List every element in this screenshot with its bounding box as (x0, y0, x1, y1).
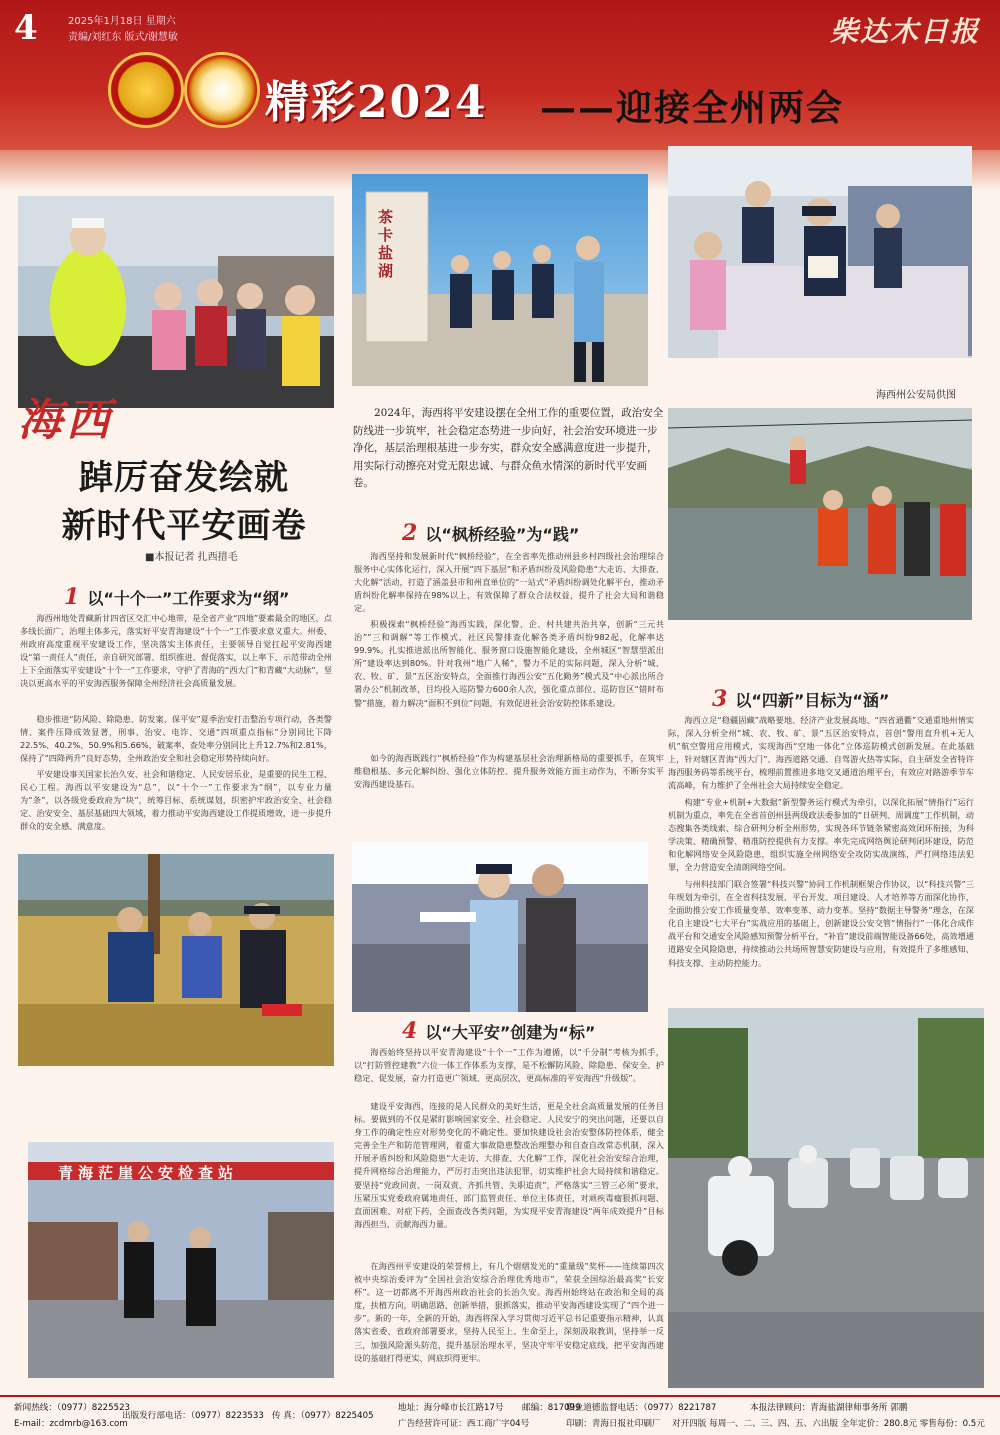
photo-river-rescue (668, 408, 972, 620)
section-2-para-1: 海西坚持和发展新时代“枫桥经验”，在全省率先推动州县乡村四级社会治理综合服务中心实体化运行，深入开展“四下基层”和矛盾纠纷及风险隐患“大走访、大排查、大化解”活动，打造了涵盖县市和州直单位的“一站式”矛盾纠纷调处化解平台，推动矛盾纠纷化解率保持在98%以上，有效保障了群众合法权益，提升了社会大局和谐稳定。 (354, 551, 664, 614)
editor-credit: 责编/刘红东 版式/谢慧敏 (68, 32, 178, 43)
national-emblem-icon (108, 52, 184, 128)
footer-fax: 传 真：（0977）8225405 (272, 1411, 374, 1421)
newspaper-name: 柴达木日报 (829, 15, 980, 48)
section-3-para-2: 构建“专业+机制+大数据”新型警务运行模式为牵引，以深化拓展“情指行”运行机制为重点，率先在全省首创州县两级政法委参加的“日研判、周调度”工作机制，动态搜集各类线索、综合研判分析全州形势，实现各环节链条紧密高效闭环衔接，为科学决策、精确预警、精准防控提供有力支撑。率先完成网络舆论研判闭环建设，防范和化解网络安全风险隐患，组织实施全州网络安全攻防实战演练，严打网络违法犯罪，全力营造安全清朗网络空间。 (668, 797, 974, 873)
section-title: 以“大平安”创建为“标” (425, 1023, 596, 1042)
section-number: 3 (712, 686, 728, 712)
section-4-para-1: 海西始终坚持以平安青海建设“十个一”工作为遵循，以“千分制”考核为抓手，以“打防管控建教”六位一体工作体系为支撑，是不松懈防风险、除隐患、保安全、护稳定、促发展，奋力打造更广领域、更高层次、更高标准的平安海西“升级版”。 (354, 1047, 664, 1084)
section-2-para-3: 如今的海西既践行“枫桥经验”作为构建基层社会治理新格局的重要抓手，在筑牢维稳根基、多元化解纠纷、强化立体防控、提升服务效能方面主动作为，不断夯实平安海西建设基石。 (354, 753, 664, 790)
section-1-heading (64, 584, 289, 610)
checkpoint-sign-text: 青海茫崖公安检查站 (58, 1164, 239, 1182)
section-4-heading (402, 1018, 595, 1044)
footer-email: E-mail：zcdmrb@163.com (14, 1419, 128, 1429)
photo-credit: 海西州公安局供图 (876, 390, 956, 401)
headline-line1: 踔厉奋发绘就 (79, 458, 289, 498)
footer-address: 地址：海分峰市长江路17号 (398, 1403, 504, 1413)
photo-herders-meadow (18, 854, 334, 1066)
footer-license: 广告经营许可证：西工商广字04号 (398, 1419, 530, 1429)
page-subtitle: ——迎接全州两会 (540, 87, 845, 129)
photo-traffic-police-children (18, 196, 334, 408)
section-1-para-2: 稳步推进“防风险、除隐患、防发案、保平安”夏季治安打击整治专项行动，各类警情、案件压降成效显著，刑事、治安、电诈、交通“四项重点指标”分别同比下降22.5%、40.2%、50.9%和5.66%，破案率、查处率分别同比上升12.7%和2.81%，保持了“四降两升”良好态势，全州政治安全和社会稳定形势持续向好。 (20, 714, 332, 764)
section-1-para-1: 海西州地处青藏新甘四省区交汇中心地带，是全省产业“四地”要素最全的地区，点多线长面广，治理主体多元，落实好平安青海建设“十个一”工作要求意义重大。州委、州政府高度重视平安建设工作，坚决落实主体责任，主要领导自觉扛起平安海西建设“第一责任人”责任，亲自研究部署、组织推进、督促落实，以上率下、示范带动全州上下全面落实平安建设“十个一”工作要求，守护了青海的“西大门”和青藏“大动脉”，坚决以更高水平的平安海西服务保障全州经济社会高质量发展。 (20, 613, 333, 689)
region-name: 海西 (18, 395, 114, 446)
footer-pricing: 对开四版 每周一、二、三、四、五、六出版 全年定价：280.8元 零售每份：0.5元 (672, 1419, 985, 1429)
section-2-heading (402, 520, 579, 546)
section-number: 1 (64, 584, 80, 610)
section-title: 以“四新”目标为“涵” (735, 691, 890, 710)
photo-police-patrol-saltlake (352, 174, 648, 386)
photo-motorcycle-police (668, 1008, 984, 1388)
photo-police-flyers (668, 146, 972, 358)
page-title: 精彩2024 (265, 77, 488, 128)
section-3-para-3: 与州科技部门联合签署“科技兴警”协同工作机制框架合作协议，以“科技兴警”三年规划为牵引，在全省科技发展、平台开发、项目建设、人才培养等方面深化协作，全面助推公安工作质量变革、效率变革、动力变革。坚持“数据主导警务”理念，在深化自主建设“七大平台”实战应用的基础上，创新建设公安交管“情指行”一体化合成作战平台和交通安全风险感知预警分析平台，“补盲”建设前端智能设备66处，高效增通道路安全风险隐患，持续推动公共场所智慧安防建设与应用，有效提升了多维感知、科技支撑、主动防控能力。 (668, 879, 974, 968)
page-number: 4 (14, 8, 38, 48)
footer-printer: 印刷：青海日报社印刷厂 (566, 1419, 661, 1429)
footer (0, 1395, 1000, 1435)
issue-date: 2025年1月18日 星期六 (68, 16, 176, 27)
footer-legal: 本报法律顾问：青海盐湖律师事务所 郭鹏 (750, 1403, 908, 1413)
section-title: 以“十个一”工作要求为“纲” (87, 589, 290, 608)
section-title: 以“枫桥经验”为“践” (425, 525, 580, 544)
section-4-para-2: 建设平安海西，连接的是人民群众的美好生活，更是全社会高质量发展的任务目标。要做到的不仅是紧盯影响国家安全、社会稳定、人民安宁的突出问题，还要以自身工作的确定性应对形势变化的不确定性。要加快建设社会治安整体防控体系，健全完善全生产和防范管理网，着重大事故隐患整改治理整办和自查自改常态机制，深入开展矛盾纠纷和风险隐患“大走访、大排查、大化解”工作，深化社会治安综合治理，提升网格综合治理能力，严厉打击突出违法犯罪，切实维护社会大局持续和谐稳定。要坚持“党政同责、一岗双责、齐抓共管、失职追责”，严格落实“三管三必须”要求，压紧压实党委政府属地责任、部门监管责任、单位主体责任，对顽疾毒瘤狠抓问题、直面困难、对症下药，全面查改各类问题，为实现平安青海建设“两年成效提升”目标海西担当、贡献海西力量。 (354, 1101, 664, 1229)
section-number: 2 (402, 520, 418, 546)
section-4-para-3: 在海西州平安建设的荣誉榜上，有几个熠熠发光的“重量级”奖杯——连续第四次被中央综治委评为“全国社会治安综合治理优秀地市”，荣获全国综治最高奖“长安杯”。这一切都离不开海西州政治社会的长治久安。海西州始终站在政治和全局的高度，扶植方向，明确思路，创新举措，狠抓落实，推动平安海西建设实现了“四个进一步”。新的一年，全新的开始，海西将深入学习贯彻习近平总书记重要指示精神，认真落实省委、省政府部署要求，坚持人民至上、生命至上，深刻汲取教训，坚持举一反三，加强风险源头防范，提升基层治理水平，坚决守牢平安稳定底线，把平安海西建设的基础打得更实、网底织得更牢。 (354, 1261, 664, 1363)
section-3-para-1: 海西立足“稳疆固藏”战略要地、经济产业发展高地、“四省通衢”交通重地州情实际，深入分析全州“城、农、牧、矿、景”五区治安特点，首创“警用直升机+无人机”航空警用应用模式，实现海西“空地一体化”立体巡防模式创新发展。在此基础上，针对辖区青海“西大门”、海西道路交通、自驾游火热等实际，自主研发全省特许海西服务码等系统平台，梳理前置推进多地交叉通道治理平台，有效应对路游季节车流高峰，有力维护了全州社会大局持续安全稳定。 (668, 715, 974, 791)
intro-paragraph: 2024年，海西将平安建设摆在全州工作的重要位置，政治安全防线进一步筑牢，社会稳定态势进一步向好，社会治安环境进一步净化，基层治理根基进一步夯实，群众安全感满意度进一步提升，用实际行动擦亮对党无限忠诚、与群众鱼水情深的新时代平安画卷。 (353, 407, 664, 489)
footer-ad-dept: 职业道德监督电话：（0977）8221787 (566, 1403, 717, 1413)
photo-officer-guiding (352, 842, 648, 1012)
footer-distribution: 出版发行部电话：（0977）8223533 (122, 1411, 264, 1421)
section-2-para-2: 积极探索“枫桥经验”海西实践，深化警、企、村共建共治共享，创新“三元共治”“三和调解”等工作模式，社区民警排查化解各类矛盾纠纷982起，化解率达99.9%。扎实推进派出所智能化、服务窗口设施智能化建设，全州城区“智慧型派出所”建设率达到80%。针对我州“地广人稀”，警力不足的实际问题，深入分析“城、农、牧、矿、景”五区治安特点，全面推行海西公安“五化勤务”模式及“中心派出所合署办公”机制改革，目均投入巡防警力600余人次，强化重点部位、巡防盲区“错时布警”措施，着力解决“面积不到位”问题，有效促进社会治安防控体系建设。 (354, 619, 664, 708)
section-number: 4 (402, 1018, 418, 1044)
section-3-heading (712, 686, 889, 712)
cppcc-emblem-icon (184, 52, 260, 128)
vertical-sign-text: 茶卡盐湖 (378, 208, 394, 280)
headline-line2: 新时代平安画卷 (61, 506, 307, 546)
section-1-para-3: 平安建设事关国家长治久安、社会和谐稳定、人民安居乐业，是重要的民生工程、民心工程。海西以平安建设为“总”，以“十个一”工作要求为“纲”，以专业力量为“条”，以各级党委政府为“块”，统筹目标、系统谋划，织密护牢政治安全、社会稳定、治安安全、基层基础四大领域，着力推动平安海西建设工作提质增效，进一步提升群众的安全感、满意度。 (20, 769, 332, 832)
footer-news-hotline: 新闻热线：（0977）8225523 (14, 1403, 131, 1413)
footer-postcode: 邮编：817099 (522, 1403, 581, 1413)
byline: ■本报记者 扎西措毛 (145, 552, 238, 563)
